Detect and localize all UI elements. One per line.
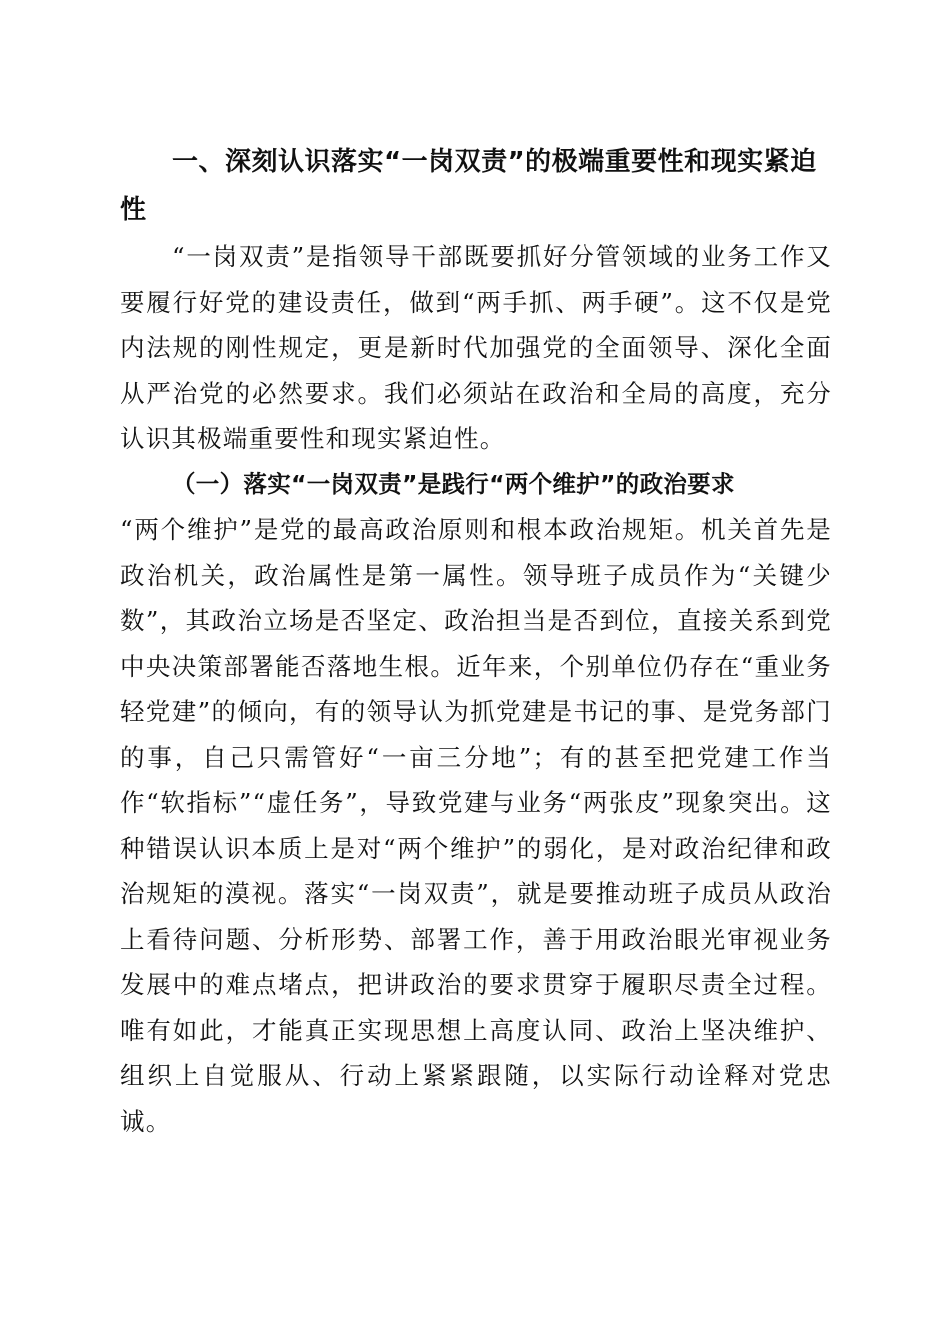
section-heading: 一、深刻认识落实“一岗双责”的极端重要性和现实紧迫性	[120, 147, 817, 225]
subsection-heading: （一）落实“一岗双责”是践行“两个维护”的政治要求	[172, 469, 735, 498]
body-paragraph: “两个维护”是党的最高政治原则和根本政治规矩。机关首先是政治机关，政治属性是第一属性。领导班子成员作为“关键少数”，其政治立场是否坚定、政治担当是否到位，直接关系到党中央决策部署能否落地生根。近年来，个别单位仍存在“重业务轻党建”的倾向，有的领导认为抓党建是书记的事、是党务部门的事，自己只需管好“一亩三分地”；有的甚至把党建工作当作“软指标”“虚任务”，导致党建与业务“两张皮”现象突出。这种错误认识本质上是对“两个维护”的弱化，是对政治纪律和政治规矩的漠视。落实“一岗双责”，就是要推动班子成员从政治上看待问题、分析形势、部署工作，善于用政治眼光审视业务发展中的难点堵点，把讲政治的要求贯穿于履职尽责全过程。唯有如此，才能真正实现思想上高度认同、政治上坚决维护、组织上自觉服从、行动上紧紧跟随，以实际行动诠释对党忠诚。	[120, 515, 832, 1136]
document-body	[120, 138, 832, 1144]
intro-paragraph: “一岗双责”是指领导干部既要抓好分管领域的业务工作又要履行好党的建设责任，做到“两手抓、两手硬”。这不仅是党内法规的刚性规定，更是新时代加强党的全面领导、深化全面从严治党的必然要求。我们必须站在政治和全局的高度，充分认识其极端重要性和现实紧迫性。	[120, 242, 832, 453]
